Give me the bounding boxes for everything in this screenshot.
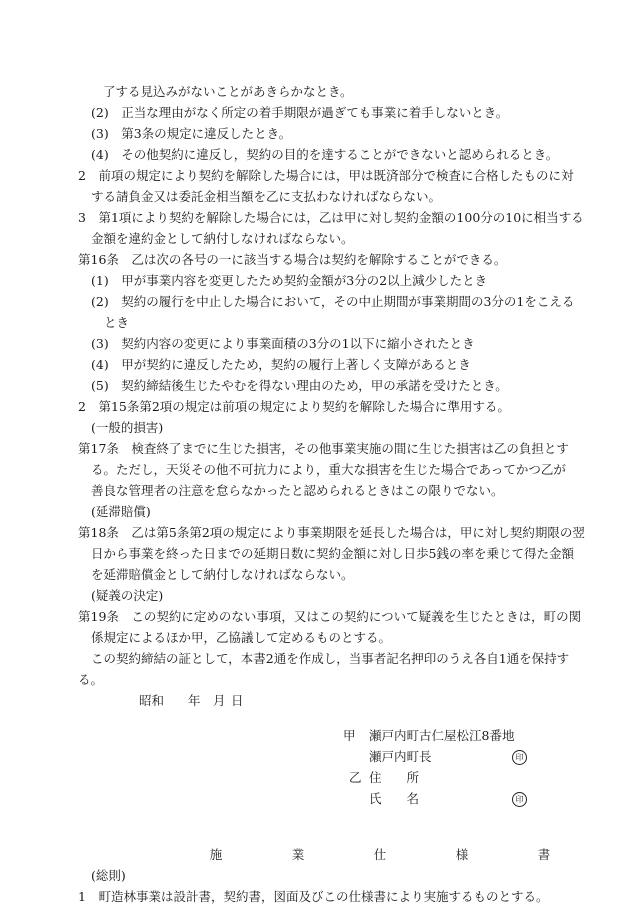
text-line: 善良な管理者の注意を怠らなかったと認められるときはこの限りでない。	[91, 483, 504, 498]
article-heading: 第16条 乙は次の各号の一に該当する場合は契約を解除することができる。	[78, 252, 507, 267]
text-line: とき	[104, 315, 130, 330]
seal-icon: 印	[512, 792, 527, 807]
text-line: 3 第1項により契約を解除した場合には，乙は甲に対し契約金額の100分の10に相当する	[78, 210, 584, 225]
text-line: (3) 契約内容の変更により事業面積の3分の1以下に縮小されたとき	[91, 336, 475, 351]
text-line: を延滞賠償金として納付しなければならない。	[91, 567, 354, 582]
party-a-label: 甲	[343, 728, 356, 743]
section-caption: (延滞賠償)	[91, 504, 151, 519]
party-a-address: 瀬戸内町古仁屋松江8番地	[369, 728, 515, 743]
text-line: (2) 契約の履行を中止した場合において，その中止期間が事業期間の3分の1をこえる	[91, 294, 575, 309]
party-b-label: 乙	[349, 770, 362, 785]
text-line: 了する見込みがないことがあきらかなとき。	[103, 84, 353, 99]
text-line: 2 第15条第2項の規定は前項の規定により契約を解除した場合に準用する。	[78, 399, 510, 414]
section-caption: (一般的損害)	[91, 420, 164, 435]
text-line: この契約締結の証として，本書2通を作成し，当事者記名押印のうえ各自1通を保持す	[91, 651, 570, 666]
text-line: る。	[78, 672, 104, 687]
text-line: (4) 甲が契約に違反したため，契約の履行上著しく支障があるとき	[91, 357, 471, 372]
text-line: 日から事業を終った日までの延期日数に契約金額に対し日歩5銭の率を乗じて得た金額	[91, 546, 574, 561]
spec-title	[194, 847, 566, 863]
text-line: る。ただし，天災その他不可抗力により，重大な損害を生じた場合であってかつ乙が	[91, 462, 566, 477]
date-month: 月	[213, 693, 226, 708]
article-heading: 第19条 この契約に定めのない事項，又はこの契約について疑義を生じたときは，町の関	[78, 609, 582, 624]
date-era: 昭和	[139, 693, 165, 708]
text-line: 係規定によるほか甲，乙協議して定めるものとする。	[91, 630, 392, 645]
date-year: 年	[188, 693, 201, 708]
spec-title-char: 様	[455, 847, 469, 862]
party-a-title: 瀬戸内町長	[369, 749, 432, 764]
article-heading: 第18条 乙は第5条第2項の規定により事業期限を延長した場合は，甲に対し契約期限の翌	[78, 525, 585, 540]
section-caption: (総則)	[91, 868, 126, 883]
text-line: 2 前項の規定により契約を解除した場合には，甲は既済部分で検査に合格したものに対	[78, 168, 574, 183]
text-line: (1) 甲が事業内容を変更したため契約金額が3分の2以上減少したとき	[91, 273, 488, 288]
seal-icon: 印	[512, 750, 527, 765]
party-b-name-label: 氏 名	[369, 791, 420, 806]
date-day: 日	[231, 693, 244, 708]
text-line: する請負金又は委託金相当額を乙に支払わなければならない。	[91, 189, 442, 204]
party-b-address-label: 住 所	[369, 770, 420, 785]
text-line: (5) 契約締結後生じたやむを得ない理由のため，甲の承諾を受けたとき。	[91, 378, 508, 393]
text-line: 金額を違約金として納付しなければならない。	[91, 231, 354, 246]
spec-title-char: 書	[537, 847, 551, 862]
spec-title-char: 業	[291, 847, 305, 862]
text-line: (4) その他契約に違反し，契約の目的を達することができないと認められるとき。	[91, 147, 559, 162]
article-heading: 第17条 検査終了までに生じた損害，その他事業実施の間に生じた損害は乙の負担とす	[78, 441, 569, 456]
text-line: (2) 正当な理由がなく所定の着手期限が過ぎても事業に着手しないとき。	[91, 105, 509, 120]
spec-title-char: 仕	[373, 847, 387, 862]
text-line: 1 町造林事業は設計書，契約書，図面及びこの仕様書により実施するものとする。	[78, 889, 549, 904]
spec-title-char: 施	[209, 847, 223, 862]
section-caption: (疑義の決定)	[91, 588, 164, 603]
text-line: (3) 第3条の規定に違反したとき。	[91, 126, 292, 141]
